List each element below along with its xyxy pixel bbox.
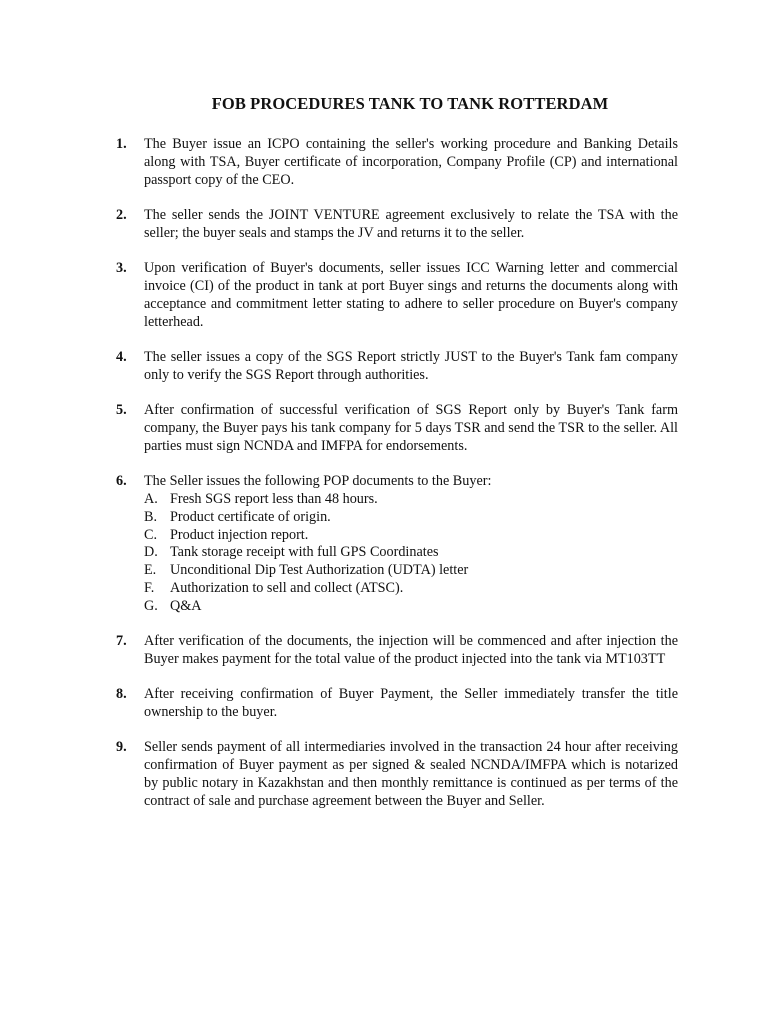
item-number: 5. xyxy=(116,402,127,419)
item-text: After verification of the documents, the injection will be commenced and after injection the Buyer makes payment for the total value of the product injected into the tank via MT103TT xyxy=(144,633,678,667)
sub-item-text: Tank storage receipt with full GPS Coordinates xyxy=(170,544,439,561)
document-title: FOB PROCEDURES TANK TO TANK ROTTERDAM xyxy=(211,94,609,113)
item-number: 4. xyxy=(116,348,127,365)
item-number: 1. xyxy=(116,136,127,152)
item-text: The Buyer issue an ICPO containing the seller's working procedure and Banking Details along with TSA, Buyer certificate of incorporation, Company Profile (CP) and international passport copy of the CEO. xyxy=(144,136,678,188)
pop-document-item xyxy=(144,562,678,580)
pop-document-list xyxy=(144,491,678,616)
sub-item-text: Product injection report. xyxy=(170,526,309,543)
pop-document-item xyxy=(144,491,678,509)
sub-item-text: Q&A xyxy=(170,597,202,614)
sub-item-text: Fresh SGS report less than 48 hours. xyxy=(170,490,378,507)
sub-item-text: Unconditional Dip Test Authorization (UDTA) letter xyxy=(170,562,469,579)
item-text: Upon verification of Buyer's documents, seller issues ICC Warning letter and commercial invoice (CI) of the product in tank at port Buyer sings and returns the documents along with acceptance and commitment letter stating to adhere to seller procedure on Buyer's company letterhead. xyxy=(144,260,678,330)
pop-document-item xyxy=(144,580,678,598)
item-number: 3. xyxy=(116,260,127,277)
sub-item-letter: C. xyxy=(144,526,158,543)
procedure-item xyxy=(116,402,678,455)
procedure-item xyxy=(116,473,678,615)
item-number: 6. xyxy=(116,473,127,490)
sub-item-letter: F. xyxy=(144,579,155,596)
procedure-item xyxy=(116,260,678,331)
item-text: The seller sends the JOINT VENTURE agreement exclusively to relate the TSA with the seller; the buyer seals and stamps the JV and returns it to the seller. xyxy=(144,206,678,241)
item-number: 8. xyxy=(116,686,127,703)
procedure-item xyxy=(116,136,678,189)
item-text: The Seller issues the following POP documents to the Buyer: xyxy=(144,473,492,490)
pop-document-item xyxy=(144,598,678,616)
pop-document-item xyxy=(144,527,678,545)
pop-document-item xyxy=(144,509,678,527)
sub-item-letter: E. xyxy=(144,562,157,579)
procedure-list xyxy=(116,136,678,828)
sub-item-letter: A. xyxy=(144,490,158,507)
procedure-item xyxy=(116,207,678,243)
sub-item-text: Product certificate of origin. xyxy=(170,508,331,525)
procedure-item xyxy=(116,633,678,669)
procedure-item xyxy=(116,739,678,810)
item-text: Seller sends payment of all intermediaries involved in the transaction 24 hour after receiving confirmation of Buyer payment as per signed & sealed NCNDA/IMFPA which is notarized by public notary in Kazakhstan and then monthly remittance is continued as per terms of the contract of sale and purchase agreement between the Buyer and Seller. xyxy=(144,739,678,809)
sub-item-text: Authorization to sell and collect (ATSC). xyxy=(170,579,404,596)
item-number: 9. xyxy=(116,739,127,756)
procedure-item xyxy=(116,349,678,385)
item-text: The seller issues a copy of the SGS Report strictly JUST to the Buyer's Tank fam company only to verify the SGS Report through authorities. xyxy=(144,348,678,383)
item-number: 7. xyxy=(116,633,127,650)
item-number: 2. xyxy=(116,206,127,223)
procedure-item xyxy=(116,686,678,722)
sub-item-letter: D. xyxy=(144,544,158,561)
sub-item-letter: B. xyxy=(144,508,158,525)
pop-document-item xyxy=(144,544,678,562)
sub-item-letter: G. xyxy=(144,597,158,614)
item-text: After receiving confirmation of Buyer Payment, the Seller immediately transfer the title ownership to the buyer. xyxy=(144,686,678,721)
item-text: After confirmation of successful verification of SGS Report only by Buyer's Tank farm company, the Buyer pays his tank company for 5 days TSR and send the TSR to the seller. All parties must sign NCNDA and IMFPA for endorsements. xyxy=(144,402,678,454)
